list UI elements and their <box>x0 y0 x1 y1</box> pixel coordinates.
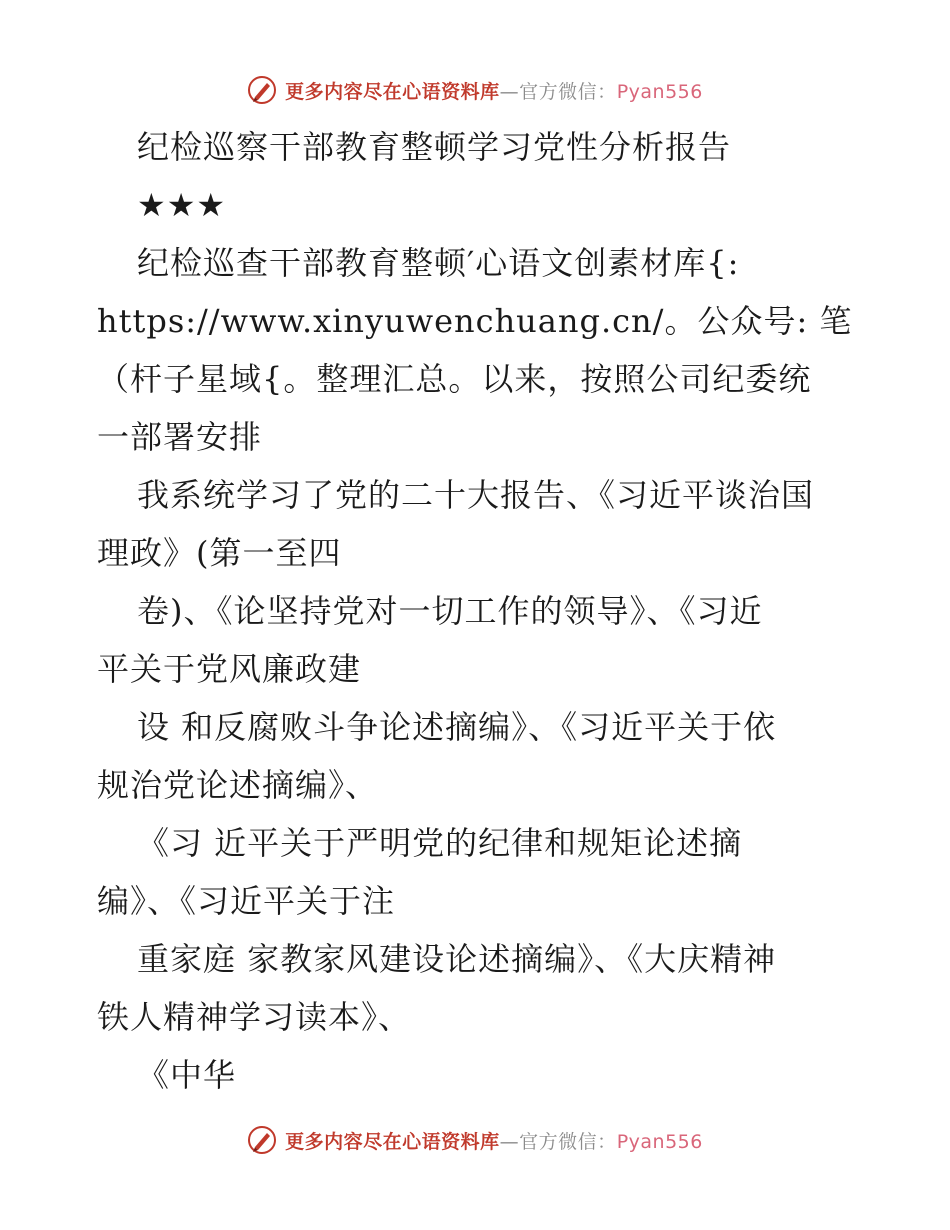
header-watermark <box>0 70 950 110</box>
pen-logo-icon <box>247 75 277 105</box>
pen-logo-icon <box>247 1125 277 1155</box>
paragraph-line: 一部署安排 <box>97 418 263 456</box>
paragraph-line: 《中华 <box>137 1056 237 1094</box>
star-rating: ★★★ <box>137 186 227 224</box>
paragraph-line: 铁人精神学习读本》、 <box>97 998 412 1036</box>
paragraph-line: 理政》(第一至四 <box>97 534 342 572</box>
paragraph-line: 平关于党风廉政建 <box>97 650 362 688</box>
paragraph-line: 卷)、《论坚持党对一切工作的领导》、《习近 <box>137 592 763 630</box>
footer-watermark <box>0 1120 950 1160</box>
footer-watermark-text: 更多内容尽在心语资料库—官方微信：Pyan556 <box>285 1130 703 1153</box>
document-title: 纪检巡察干部教育整顿学习党性分析报告 <box>137 128 732 166</box>
paragraph-line: 编》、《习近平关于注 <box>97 882 396 920</box>
paragraph-line: 纪检巡查干部教育整顿′心语文创素材库{: <box>137 244 740 282</box>
paragraph-line: 设 和反腐败斗争论述摘编》、《习近平关于依 <box>137 708 777 746</box>
document-body <box>97 118 857 1104</box>
paragraph-line: 重家庭 家教家风建设论述摘编》、《大庆精神 <box>137 940 777 978</box>
paragraph-line: https://www.xinyuwenchuang.cn/。公众号: 笔 <box>97 302 853 340</box>
paragraph-line: 规治党论述摘编》、 <box>97 766 379 804</box>
paragraph-line: 《习 近平关于严明党的纪律和规矩论述摘 <box>137 824 743 862</box>
paragraph-line: 我系统学习了党的二十大报告、《习近平谈治国 <box>137 476 815 514</box>
header-watermark-text: 更多内容尽在心语资料库—官方微信：Pyan556 <box>285 80 703 103</box>
paragraph-line: （杆子星域{。整理汇总。以来，按照公司纪委统 <box>97 360 812 398</box>
